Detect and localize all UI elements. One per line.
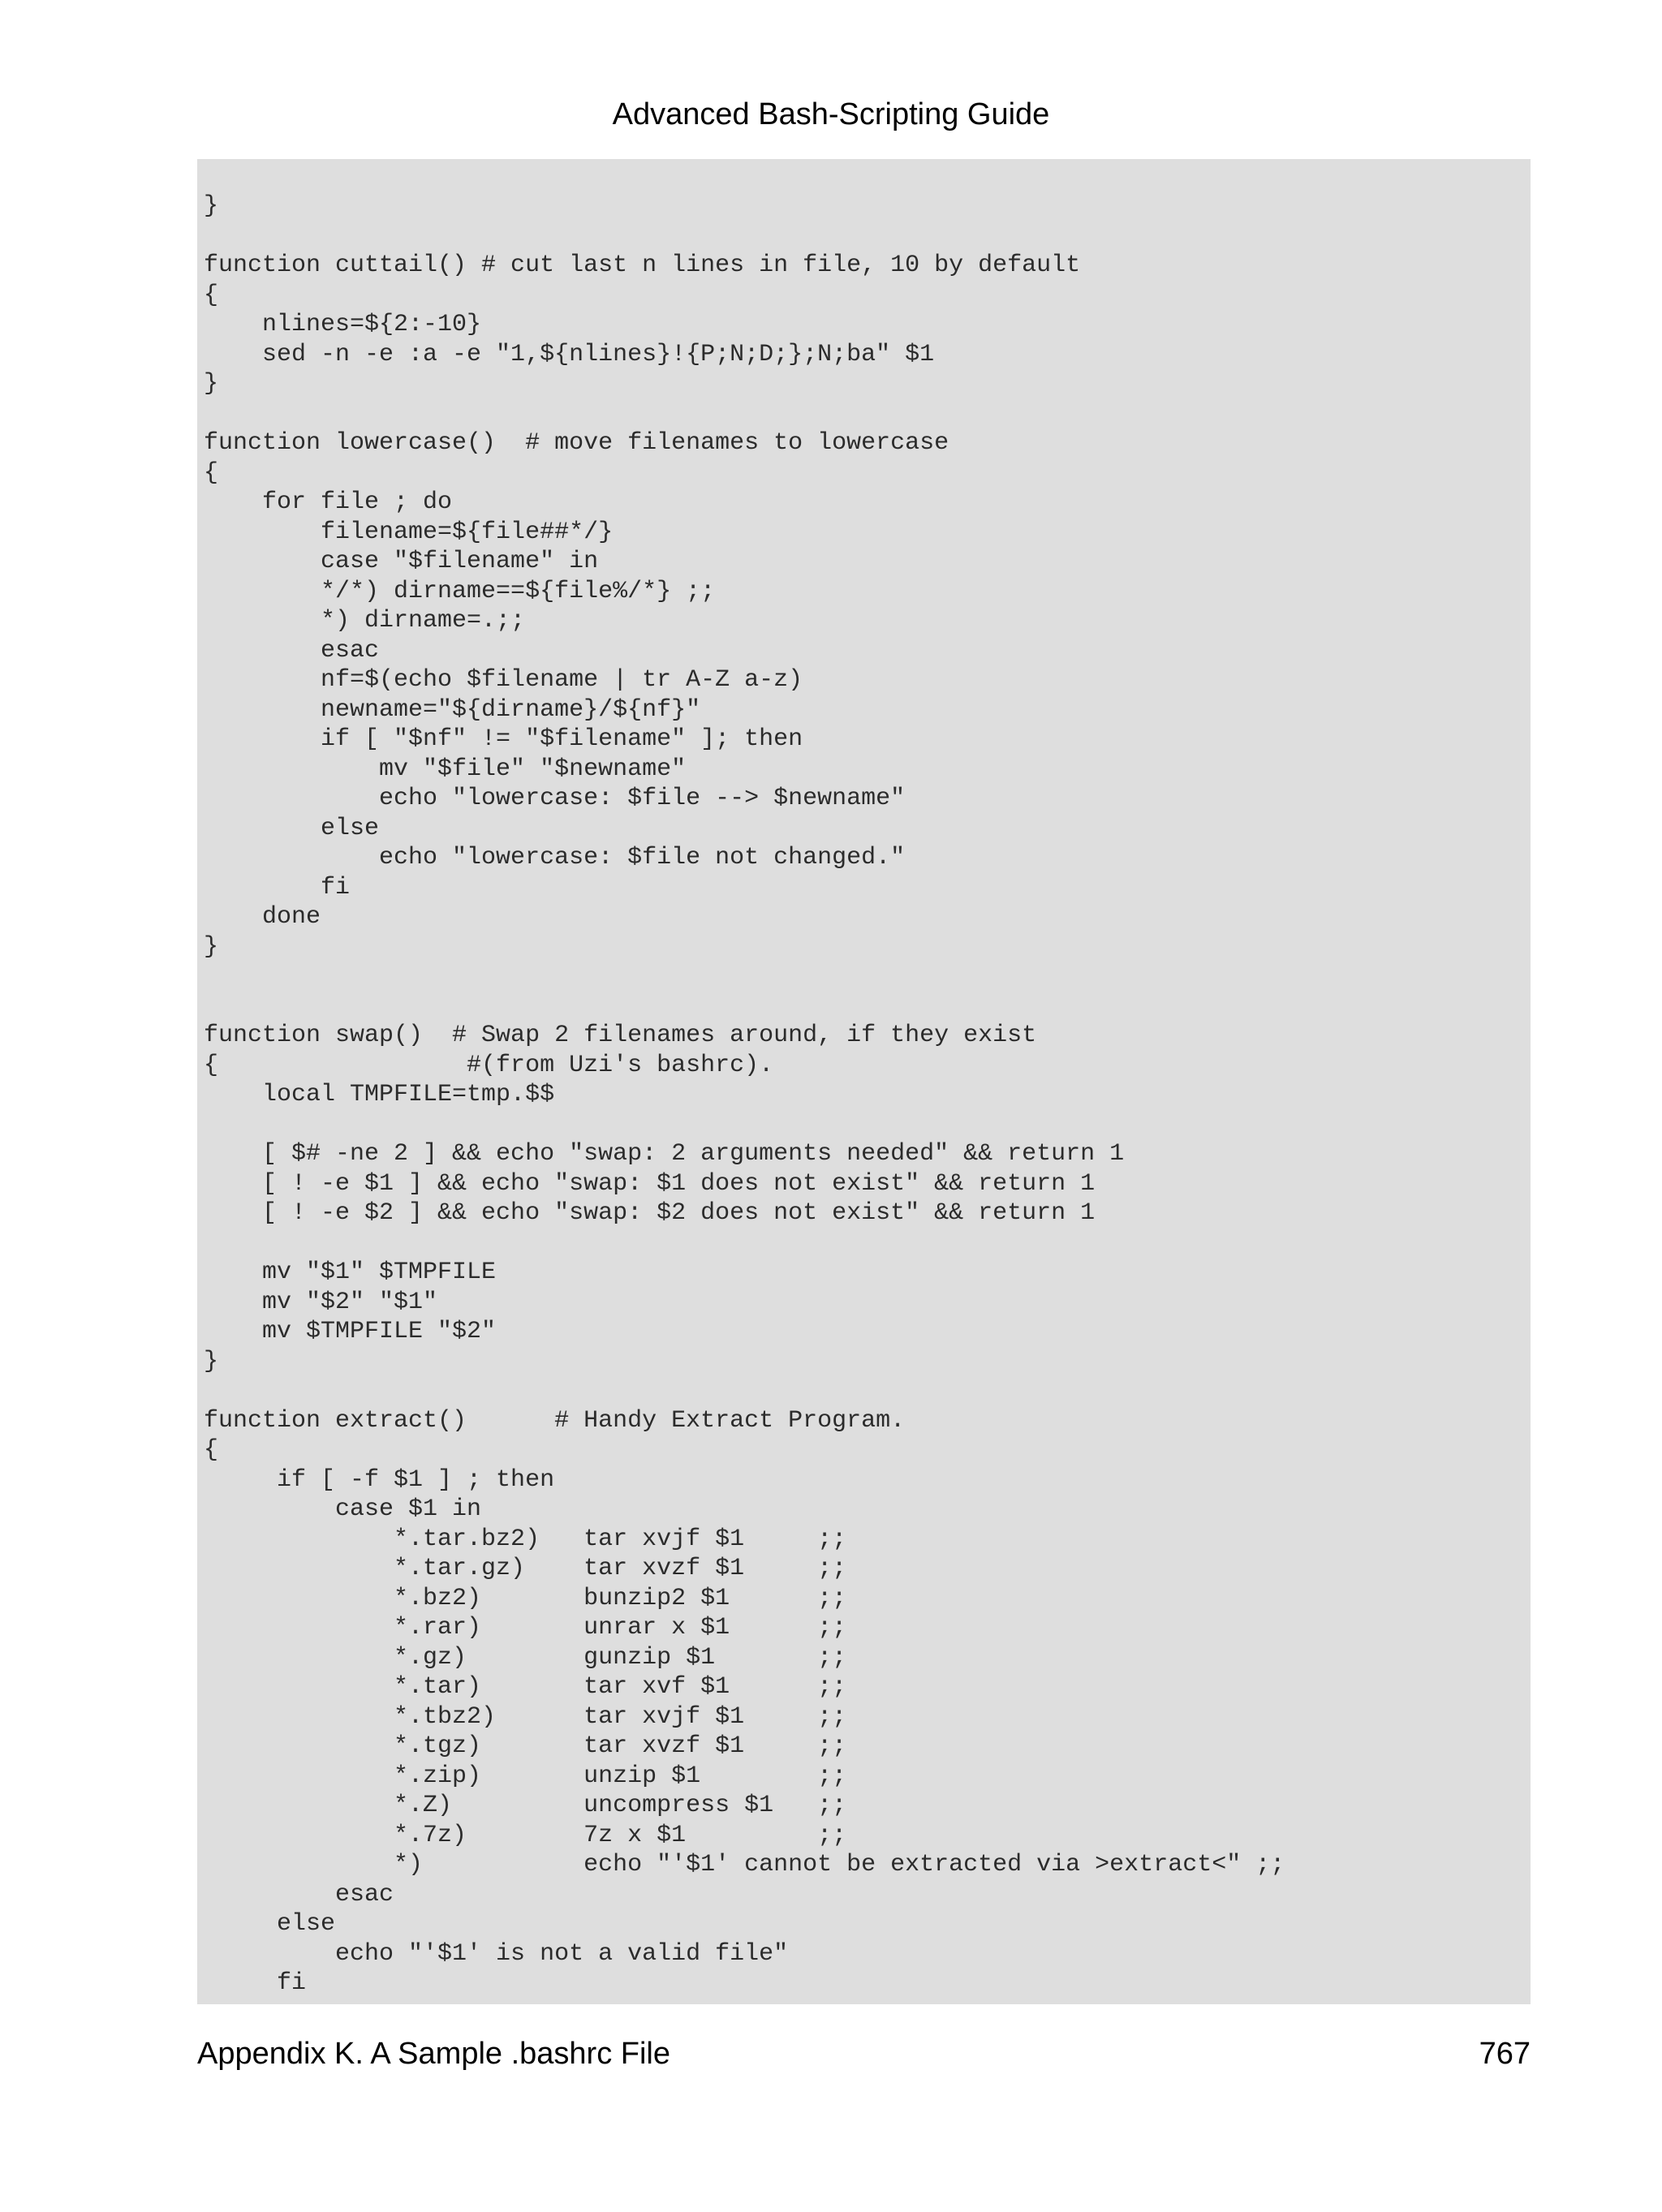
code-line: echo "'$1' is not a valid file" [204,1939,789,1968]
code-line: for file ; do [204,488,453,516]
code-line: [ ! -e $2 ] && echo "swap: $2 does not exist" && return 1 [204,1199,1096,1227]
code-line: */*) dirname==${file%/*} ;; [204,577,716,605]
code-line: fi [204,1969,307,1997]
code-line [204,1376,1285,1406]
code-line: *.gz) gunzip $1 ;; [204,1643,847,1672]
code-line [204,1110,1285,1140]
code-line: *.tar.gz) tar xvzf $1 ;; [204,1555,847,1582]
page-header-title: Advanced Bash-Scripting Guide [612,97,1050,131]
code-line: echo "lowercase: $file --> $newname" [204,785,906,812]
code-line: echo "lowercase: $file not changed." [204,844,906,871]
code-line: function cuttail() # cut last n lines in file, 10 by default [204,252,1081,279]
code-line: } [204,192,219,220]
code-line: mv "$1" $TMPFILE [204,1259,497,1286]
code-line: *) dirname=.;; [204,607,526,635]
code-line: mv "$2" "$1" [204,1288,438,1316]
code-line: else [204,1910,336,1938]
code-line: *.tgz) tar xvzf $1 ;; [204,1732,847,1760]
code-line: *.rar) unrar x $1 ;; [204,1614,847,1642]
code-listing [204,192,1285,1999]
code-line: function extract() # Handy Extract Program. [204,1406,906,1435]
code-line: *.tar) tar xvf $1 ;; [204,1673,847,1701]
code-line: fi [204,873,351,902]
code-listing-box [197,159,1531,2004]
code-line: newname="${dirname}/${nf}" [204,695,701,724]
code-line: } [204,370,219,398]
code-line: { [204,458,219,487]
code-line: *.tbz2) tar xvjf $1 ;; [204,1702,847,1731]
code-line: done [204,903,321,931]
code-line: case $1 in [204,1495,482,1523]
code-line: sed -n -e :a -e "1,${nlines}!{P;N;D;};N;ba" $1 [204,340,935,368]
footer-page-number: 767 [1479,2037,1531,2071]
code-line: [ $# -ne 2 ] && echo "swap: 2 arguments needed" && return 1 [204,1140,1125,1168]
code-line: *.bz2) bunzip2 $1 ;; [204,1584,847,1612]
code-line [204,992,1285,1022]
code-line: esac [204,636,380,665]
code-line: *.zip) unzip $1 ;; [204,1762,847,1790]
code-line: } [204,932,219,961]
code-line: esac [204,1880,394,1909]
code-line: nlines=${2:-10} [204,311,482,338]
code-line: { #(from Uzi's bashrc). [204,1051,774,1079]
code-line: { [204,1436,219,1464]
code-line: local TMPFILE=tmp.$$ [204,1081,555,1108]
code-line: nf=$(echo $filename | tr A-Z a-z) [204,666,803,694]
code-line: } [204,1347,219,1375]
code-line [204,222,1285,252]
code-line [204,962,1285,992]
code-line: *.7z) 7z x $1 ;; [204,1821,847,1849]
code-line: if [ -f $1 ] ; then [204,1465,555,1494]
code-line [204,1229,1285,1259]
code-line: case "$filename" in [204,548,599,575]
code-line: { [204,281,219,309]
code-line: function lowercase() # move filenames to lowercase [204,429,949,457]
code-line: *.Z) uncompress $1 ;; [204,1792,847,1819]
code-line: mv "$file" "$newname" [204,755,687,783]
code-line: if [ "$nf" != "$filename" ]; then [204,725,803,753]
code-line: else [204,814,380,842]
code-line: filename=${file##*/} [204,518,614,546]
footer-section-title: Appendix K. A Sample .bashrc File [197,2037,670,2071]
code-line: *.tar.bz2) tar xvjf $1 ;; [204,1525,847,1553]
code-line [204,399,1285,429]
code-line: *) echo "'$1' cannot be extracted via >extract<" ;; [204,1851,1285,1878]
code-line: mv $TMPFILE "$2" [204,1318,497,1345]
code-line: function swap() # Swap 2 filenames around, if they exist [204,1022,1037,1049]
code-line: [ ! -e $1 ] && echo "swap: $1 does not exist" && return 1 [204,1169,1096,1198]
